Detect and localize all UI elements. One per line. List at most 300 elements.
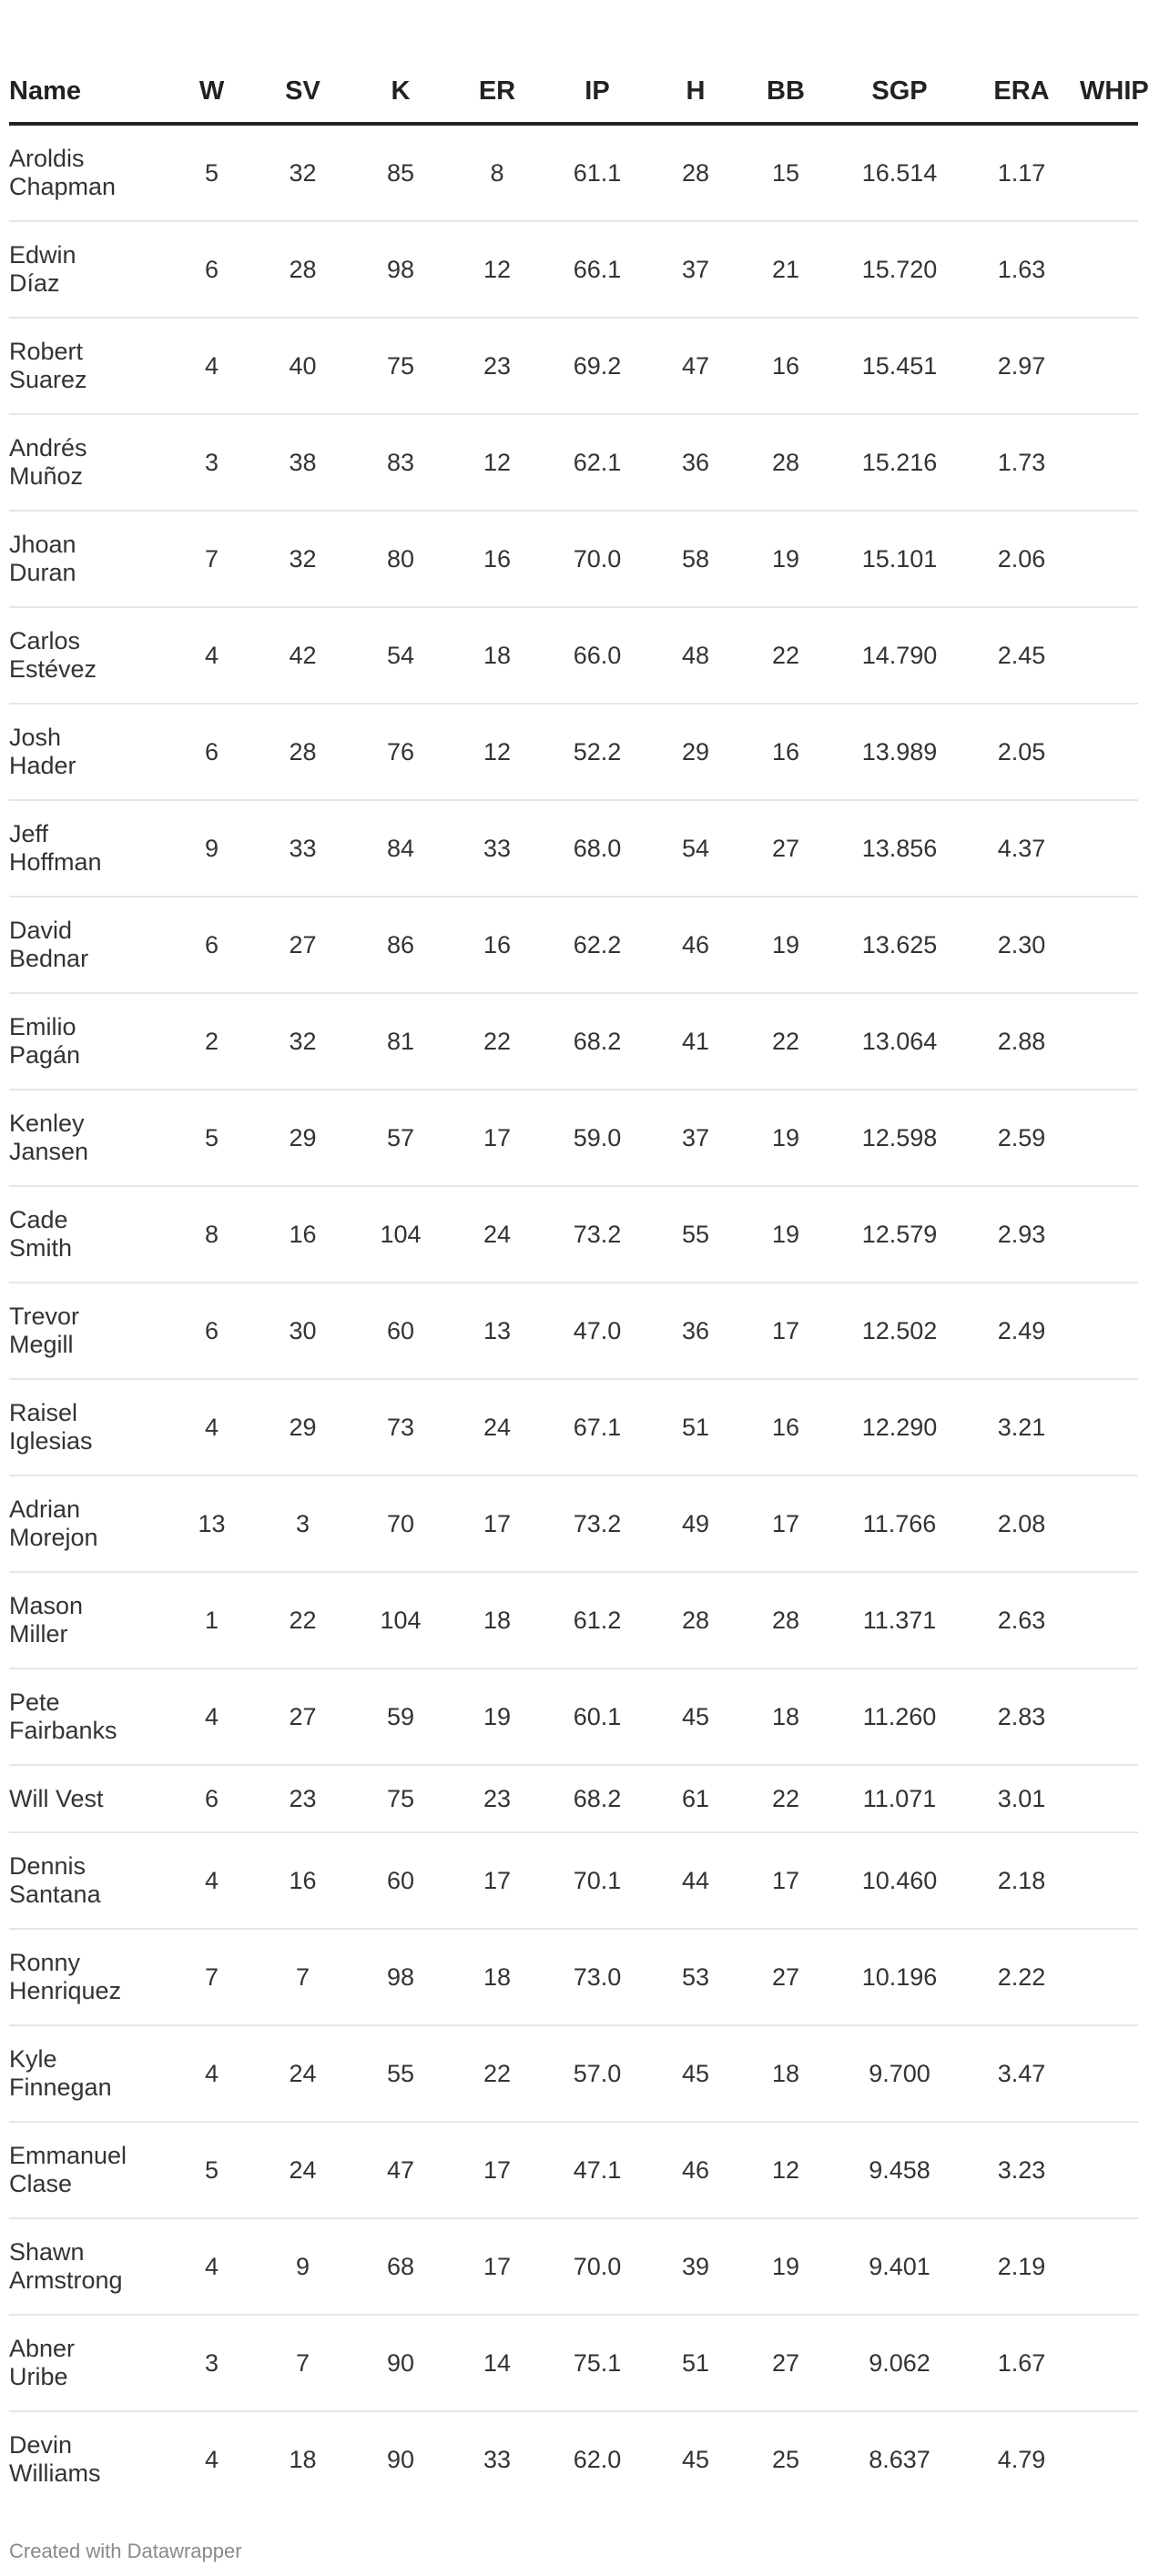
- player-name-cell: Adrian Morejon: [9, 1476, 164, 1572]
- stat-cell-er: 17: [455, 1832, 539, 1929]
- table-row: [9, 1832, 1138, 1929]
- column-header-name[interactable]: Name: [9, 60, 164, 124]
- stats-table-container: [9, 60, 1149, 2507]
- stat-cell-ip: 68.2: [539, 993, 656, 1090]
- stat-cell-k: 104: [346, 1186, 455, 1283]
- stat-cell-sv: 29: [259, 1090, 346, 1186]
- player-name-cell: Aroldis Chapman: [9, 124, 164, 221]
- stat-cell-w: 6: [164, 704, 259, 800]
- stat-cell-w: 3: [164, 414, 259, 511]
- column-header-whip[interactable]: WHIP: [1080, 60, 1138, 124]
- stat-cell-era: 2.05: [963, 704, 1080, 800]
- stat-cell-whip: [1080, 318, 1138, 414]
- stat-cell-bb: 28: [736, 1572, 836, 1668]
- stat-cell-bb: 16: [736, 704, 836, 800]
- stat-cell-bb: 17: [736, 1832, 836, 1929]
- stat-cell-bb: 22: [736, 607, 836, 704]
- stat-cell-h: 28: [656, 124, 736, 221]
- stat-cell-sgp: 13.856: [836, 800, 963, 897]
- stat-cell-sgp: 13.989: [836, 704, 963, 800]
- stat-cell-sgp: 12.290: [836, 1379, 963, 1476]
- stat-cell-k: 75: [346, 318, 455, 414]
- player-name-cell: Trevor Megill: [9, 1283, 164, 1379]
- player-name-cell: Mason Miller: [9, 1572, 164, 1668]
- stat-cell-bb: 19: [736, 897, 836, 993]
- stat-cell-h: 37: [656, 1090, 736, 1186]
- stat-cell-er: 23: [455, 318, 539, 414]
- stat-cell-bb: 19: [736, 511, 836, 607]
- stat-cell-bb: 17: [736, 1283, 836, 1379]
- stat-cell-sv: 28: [259, 221, 346, 318]
- stat-cell-k: 90: [346, 2315, 455, 2411]
- stat-cell-er: 16: [455, 897, 539, 993]
- stat-cell-sgp: 10.196: [836, 1929, 963, 2025]
- stat-cell-sv: 38: [259, 414, 346, 511]
- stat-cell-w: 5: [164, 1090, 259, 1186]
- stat-cell-h: 49: [656, 1476, 736, 1572]
- stat-cell-era: 2.45: [963, 607, 1080, 704]
- stat-cell-w: 5: [164, 124, 259, 221]
- stat-cell-k: 80: [346, 511, 455, 607]
- player-name-cell: Edwin Díaz: [9, 221, 164, 318]
- stat-cell-whip: [1080, 1668, 1138, 1765]
- stat-cell-sv: 9: [259, 2218, 346, 2315]
- stat-cell-whip: [1080, 1379, 1138, 1476]
- table-row: [9, 993, 1138, 1090]
- stat-cell-k: 60: [346, 1832, 455, 1929]
- stat-cell-whip: [1080, 1929, 1138, 2025]
- table-row: [9, 414, 1138, 511]
- stat-cell-era: 2.22: [963, 1929, 1080, 2025]
- stat-cell-k: 68: [346, 2218, 455, 2315]
- stat-cell-sv: 32: [259, 511, 346, 607]
- stat-cell-h: 45: [656, 2025, 736, 2122]
- player-name-cell: Josh Hader: [9, 704, 164, 800]
- stat-cell-ip: 69.2: [539, 318, 656, 414]
- stat-cell-w: 7: [164, 1929, 259, 2025]
- stat-cell-sv: 22: [259, 1572, 346, 1668]
- table-row: [9, 1379, 1138, 1476]
- player-name-cell: Carlos Estévez: [9, 607, 164, 704]
- stat-cell-sgp: 15.720: [836, 221, 963, 318]
- stat-cell-ip: 75.1: [539, 2315, 656, 2411]
- stat-cell-w: 4: [164, 1379, 259, 1476]
- stat-cell-ip: 47.0: [539, 1283, 656, 1379]
- player-name-cell: Dennis Santana: [9, 1832, 164, 1929]
- stat-cell-h: 39: [656, 2218, 736, 2315]
- stat-cell-whip: [1080, 2025, 1138, 2122]
- stat-cell-ip: 60.1: [539, 1668, 656, 1765]
- stat-cell-sgp: 11.371: [836, 1572, 963, 1668]
- stat-cell-sgp: 9.700: [836, 2025, 963, 2122]
- stat-cell-bb: 18: [736, 1668, 836, 1765]
- stat-cell-h: 61: [656, 1765, 736, 1832]
- stat-cell-bb: 28: [736, 414, 836, 511]
- pitcher-stats-table: [9, 60, 1149, 2507]
- stat-cell-sv: 32: [259, 124, 346, 221]
- stat-cell-w: 5: [164, 2122, 259, 2218]
- stat-cell-er: 19: [455, 1668, 539, 1765]
- player-name-cell: Andrés Muñoz: [9, 414, 164, 511]
- stat-cell-ip: 61.2: [539, 1572, 656, 1668]
- stat-cell-er: 8: [455, 124, 539, 221]
- stat-cell-whip: [1080, 221, 1138, 318]
- stat-cell-k: 86: [346, 897, 455, 993]
- stat-cell-w: 4: [164, 1832, 259, 1929]
- stat-cell-whip: [1080, 1090, 1138, 1186]
- column-header-ip[interactable]: IP: [539, 60, 656, 124]
- stat-cell-sgp: 15.216: [836, 414, 963, 511]
- stat-cell-bb: 27: [736, 800, 836, 897]
- stat-cell-h: 51: [656, 1379, 736, 1476]
- stat-cell-ip: 70.0: [539, 2218, 656, 2315]
- stat-cell-sv: 18: [289, 2445, 317, 2473]
- stat-cell-w: 13: [164, 1476, 259, 1572]
- stat-cell-ip: 52.2: [539, 704, 656, 800]
- stat-cell-sv: 29: [259, 1379, 346, 1476]
- stat-cell-whip: [1080, 1186, 1138, 1283]
- stat-cell-era: 4.37: [963, 800, 1080, 897]
- stat-cell-whip: [1080, 607, 1138, 704]
- stat-cell-ip: 70.0: [539, 511, 656, 607]
- stat-cell-er: 33: [483, 2445, 512, 2473]
- stat-cell-k: 85: [346, 124, 455, 221]
- stat-cell-ip: 47.1: [539, 2122, 656, 2218]
- stat-cell-whip: [1080, 993, 1138, 1090]
- table-row: [9, 1572, 1138, 1668]
- stat-cell-w: 6: [164, 221, 259, 318]
- stat-cell-era: 2.18: [963, 1832, 1080, 1929]
- table-row: [9, 1668, 1138, 1765]
- stat-cell-er: 13: [455, 1283, 539, 1379]
- stat-cell-bb: 19: [736, 2218, 836, 2315]
- stat-cell-sgp: 15.101: [836, 511, 963, 607]
- stat-cell-sgp: 11.071: [836, 1765, 963, 1832]
- stat-cell-era: 2.59: [963, 1090, 1080, 1186]
- stat-cell-sv: 7: [259, 1929, 346, 2025]
- table-header-row: [9, 60, 1138, 124]
- player-name-cell: Emilio Pagán: [9, 993, 164, 1090]
- stat-cell-k: 90: [386, 2445, 415, 2473]
- stat-cell-ip: 73.0: [539, 1929, 656, 2025]
- player-name-cell: Raisel Iglesias: [9, 1379, 164, 1476]
- player-name-cell: David Bednar: [9, 897, 164, 993]
- stat-cell-sv: 24: [259, 2122, 346, 2218]
- stat-cell-er: 17: [455, 1476, 539, 1572]
- table-row: [9, 2218, 1138, 2315]
- stat-cell-sv: 24: [259, 2025, 346, 2122]
- stat-cell-sv: 30: [259, 1283, 346, 1379]
- stat-cell-k: 81: [346, 993, 455, 1090]
- stat-cell-bb: 16: [736, 1379, 836, 1476]
- stat-cell-whip: [1080, 800, 1138, 897]
- player-name-cell: Kyle Finnegan: [9, 2025, 164, 2122]
- stat-cell-ip: 66.1: [539, 221, 656, 318]
- table-row: [9, 124, 1138, 221]
- stat-cell-er: 24: [455, 1379, 539, 1476]
- stat-cell-k: 73: [346, 1379, 455, 1476]
- stat-cell-bb: 27: [736, 2315, 836, 2411]
- stat-cell-w: 8: [164, 1186, 259, 1283]
- player-name-cell: Shawn Armstrong: [9, 2218, 164, 2315]
- stat-cell-era: 1.17: [963, 124, 1080, 221]
- stat-cell-h: 41: [656, 993, 736, 1090]
- stat-cell-ip: 62.1: [539, 414, 656, 511]
- stat-cell-er: 18: [455, 607, 539, 704]
- stat-cell-whip: [1080, 1572, 1138, 1668]
- stat-cell-sv: 3: [259, 1476, 346, 1572]
- player-name-cell: Pete Fairbanks: [9, 1668, 164, 1765]
- stat-cell-whip: [1080, 1832, 1138, 1929]
- stat-cell-ip: 70.1: [539, 1832, 656, 1929]
- stat-cell-er: 33: [455, 800, 539, 897]
- stat-cell-bb: 19: [736, 1186, 836, 1283]
- stat-cell-era: 2.30: [963, 897, 1080, 993]
- stat-cell-er: 12: [455, 704, 539, 800]
- stat-cell-sv: 16: [259, 1832, 346, 1929]
- stat-cell-er: 17: [455, 1090, 539, 1186]
- stat-cell-w: 4: [164, 2025, 259, 2122]
- stat-cell-era: 3.47: [963, 2025, 1080, 2122]
- stat-cell-h: 48: [656, 607, 736, 704]
- stat-cell-w: 4: [164, 2218, 259, 2315]
- table-body: [9, 124, 1138, 2507]
- stat-cell-sgp: 12.579: [836, 1186, 963, 1283]
- stat-cell-h: 45: [681, 2445, 710, 2473]
- stat-cell-sv: 32: [259, 993, 346, 1090]
- stat-cell-k: 104: [346, 1572, 455, 1668]
- stat-cell-bb: 22: [736, 993, 836, 1090]
- column-header-w[interactable]: W: [164, 60, 259, 124]
- stat-cell-era: 2.88: [963, 993, 1080, 1090]
- stat-cell-w: 1: [164, 1572, 259, 1668]
- stat-cell-sv: 7: [259, 2315, 346, 2411]
- stat-cell-w: 4: [204, 2445, 219, 2473]
- stat-cell-h: 46: [656, 897, 736, 993]
- table-row: [9, 318, 1138, 414]
- stat-cell-whip: [1080, 2218, 1138, 2315]
- stat-cell-k: 54: [346, 607, 455, 704]
- stat-cell-k: 76: [346, 704, 455, 800]
- stat-cell-sgp: 13.625: [836, 897, 963, 993]
- stat-cell-era: 1.73: [963, 414, 1080, 511]
- stat-cell-era: 2.19: [963, 2218, 1080, 2315]
- stat-cell-k: 75: [346, 1765, 455, 1832]
- stat-cell-bb: 27: [736, 1929, 836, 2025]
- stat-cell-er: 14: [455, 2315, 539, 2411]
- player-name-cell: Will Vest: [9, 1765, 164, 1832]
- stat-cell-h: 47: [656, 318, 736, 414]
- stat-cell-sgp: 12.502: [836, 1283, 963, 1379]
- table-row: [9, 1765, 1138, 1832]
- table-row: [9, 1929, 1138, 2025]
- stat-cell-whip: [1080, 1476, 1138, 1572]
- player-name-cell: Abner Uribe: [9, 2315, 164, 2411]
- stat-cell-sv: 28: [259, 704, 346, 800]
- stat-cell-sgp: 15.451: [836, 318, 963, 414]
- column-header-bb[interactable]: BB: [736, 60, 836, 124]
- stat-cell-w: 4: [164, 318, 259, 414]
- column-header-er[interactable]: ER: [455, 60, 539, 124]
- stat-cell-ip: 68.2: [539, 1765, 656, 1832]
- stat-cell-sgp: 10.460: [836, 1832, 963, 1929]
- stat-cell-h: 44: [656, 1832, 736, 1929]
- stat-cell-sgp: 8.637: [869, 2445, 930, 2473]
- stat-cell-bb: 25: [771, 2445, 800, 2473]
- stat-cell-sgp: 11.260: [836, 1668, 963, 1765]
- stat-cell-er: 18: [455, 1572, 539, 1668]
- column-header-sv[interactable]: SV: [259, 60, 346, 124]
- table-row: [9, 897, 1138, 993]
- stat-cell-sv: 16: [259, 1186, 346, 1283]
- stat-cell-era: 2.93: [963, 1186, 1080, 1283]
- stat-cell-era: 2.49: [963, 1283, 1080, 1379]
- stat-cell-h: 58: [656, 511, 736, 607]
- column-header-h[interactable]: H: [656, 60, 736, 124]
- stat-cell-w: 9: [164, 800, 259, 897]
- stat-cell-sgp: 12.598: [836, 1090, 963, 1186]
- stat-cell-whip: [1080, 414, 1138, 511]
- player-name-cell: Ronny Henriquez: [9, 1929, 164, 2025]
- stat-cell-er: 17: [455, 2122, 539, 2218]
- stat-cell-bb: 18: [736, 2025, 836, 2122]
- stat-cell-sgp: 9.458: [836, 2122, 963, 2218]
- stat-cell-whip: [1080, 2411, 1138, 2507]
- stat-cell-ip: 59.0: [539, 1090, 656, 1186]
- stat-cell-whip: [1080, 2122, 1138, 2218]
- table-row: [9, 511, 1138, 607]
- stat-cell-sv: 42: [259, 607, 346, 704]
- stat-cell-h: 53: [656, 1929, 736, 2025]
- stat-cell-k: 98: [346, 1929, 455, 2025]
- stat-cell-whip: [1080, 704, 1138, 800]
- stat-cell-ip: 66.0: [539, 607, 656, 704]
- stat-cell-sv: 27: [259, 897, 346, 993]
- stat-cell-h: 37: [656, 221, 736, 318]
- stat-cell-era: 4.79: [997, 2445, 1046, 2473]
- table-row: [9, 704, 1138, 800]
- stat-cell-k: 60: [346, 1283, 455, 1379]
- table-row: [9, 221, 1138, 318]
- stat-cell-bb: 19: [736, 1090, 836, 1186]
- stat-cell-er: 23: [455, 1765, 539, 1832]
- stat-cell-k: 55: [346, 2025, 455, 2122]
- stat-cell-ip: 73.2: [539, 1476, 656, 1572]
- stat-cell-k: 70: [346, 1476, 455, 1572]
- player-name-cell: Jhoan Duran: [9, 511, 164, 607]
- stat-cell-sv: 40: [259, 318, 346, 414]
- stat-cell-bb: 21: [736, 221, 836, 318]
- stat-cell-whip: [1080, 897, 1138, 993]
- stat-cell-whip: [1080, 124, 1138, 221]
- stat-cell-bb: 17: [736, 1476, 836, 1572]
- stat-cell-whip: [1080, 2315, 1138, 2411]
- stat-cell-ip: 57.0: [539, 2025, 656, 2122]
- stat-cell-sgp: 9.062: [836, 2315, 963, 2411]
- stat-cell-bb: 22: [736, 1765, 836, 1832]
- stat-cell-sgp: 9.401: [836, 2218, 963, 2315]
- stat-cell-era: 2.97: [963, 318, 1080, 414]
- stat-cell-sv: 33: [259, 800, 346, 897]
- stat-cell-k: 47: [346, 2122, 455, 2218]
- stat-cell-er: 24: [455, 1186, 539, 1283]
- stat-cell-er: 22: [455, 993, 539, 1090]
- stat-cell-era: 2.83: [963, 1668, 1080, 1765]
- table-row: [9, 607, 1138, 704]
- stat-cell-h: 45: [656, 1668, 736, 1765]
- stat-cell-bb: 16: [736, 318, 836, 414]
- column-header-era[interactable]: ERA: [963, 60, 1080, 124]
- stat-cell-h: 29: [656, 704, 736, 800]
- stat-cell-h: 36: [656, 414, 736, 511]
- stat-cell-w: 4: [164, 607, 259, 704]
- stat-cell-era: 2.08: [963, 1476, 1080, 1572]
- stat-cell-k: 57: [346, 1090, 455, 1186]
- player-name-cell: Devin Williams: [9, 2431, 101, 2487]
- stat-cell-k: 84: [346, 800, 455, 897]
- stat-cell-ip: 67.1: [539, 1379, 656, 1476]
- table-row: [9, 1090, 1138, 1186]
- stat-cell-sv: 27: [259, 1668, 346, 1765]
- column-header-sgp[interactable]: SGP: [836, 60, 963, 124]
- stat-cell-era: 2.06: [963, 511, 1080, 607]
- stat-cell-w: 3: [164, 2315, 259, 2411]
- stat-cell-era: 2.63: [963, 1572, 1080, 1668]
- table-row: [9, 1476, 1138, 1572]
- stat-cell-w: 7: [164, 511, 259, 607]
- stat-cell-ip: 62.0: [573, 2445, 622, 2473]
- stat-cell-k: 83: [346, 414, 455, 511]
- stat-cell-ip: 62.2: [539, 897, 656, 993]
- stat-cell-h: 51: [656, 2315, 736, 2411]
- stat-cell-bb: 15: [736, 124, 836, 221]
- stat-cell-ip: 73.2: [539, 1186, 656, 1283]
- stat-cell-sv: 23: [259, 1765, 346, 1832]
- stat-cell-era: 3.01: [963, 1765, 1080, 1832]
- stat-cell-h: 36: [656, 1283, 736, 1379]
- stat-cell-w: 2: [164, 993, 259, 1090]
- stat-cell-w: 6: [164, 1765, 259, 1832]
- table-row: [9, 2315, 1138, 2411]
- stat-cell-w: 4: [164, 1668, 259, 1765]
- player-name-cell: Robert Suarez: [9, 318, 164, 414]
- stat-cell-er: 22: [455, 2025, 539, 2122]
- stat-cell-h: 54: [656, 800, 736, 897]
- stat-cell-er: 17: [455, 2218, 539, 2315]
- stat-cell-sgp: 11.766: [836, 1476, 963, 1572]
- table-row: [9, 2411, 1138, 2507]
- stat-cell-whip: [1080, 511, 1138, 607]
- stat-cell-era: 1.63: [963, 221, 1080, 318]
- table-row: [9, 2025, 1138, 2122]
- stat-cell-ip: 68.0: [539, 800, 656, 897]
- stat-cell-era: 1.67: [963, 2315, 1080, 2411]
- datawrapper-credit: Created with Datawrapper: [9, 2540, 242, 2562]
- stat-cell-era: 3.23: [963, 2122, 1080, 2218]
- stat-cell-k: 98: [346, 221, 455, 318]
- stat-cell-whip: [1080, 1765, 1138, 1832]
- stat-cell-w: 6: [164, 1283, 259, 1379]
- stat-cell-er: 18: [455, 1929, 539, 2025]
- table-row: [9, 1186, 1138, 1283]
- stat-cell-sgp: 13.064: [836, 993, 963, 1090]
- column-header-k[interactable]: K: [346, 60, 455, 124]
- stat-cell-h: 46: [656, 2122, 736, 2218]
- table-row: [9, 800, 1138, 897]
- player-name-cell: Jeff Hoffman: [9, 800, 164, 897]
- stat-cell-er: 12: [455, 221, 539, 318]
- stat-cell-er: 16: [455, 511, 539, 607]
